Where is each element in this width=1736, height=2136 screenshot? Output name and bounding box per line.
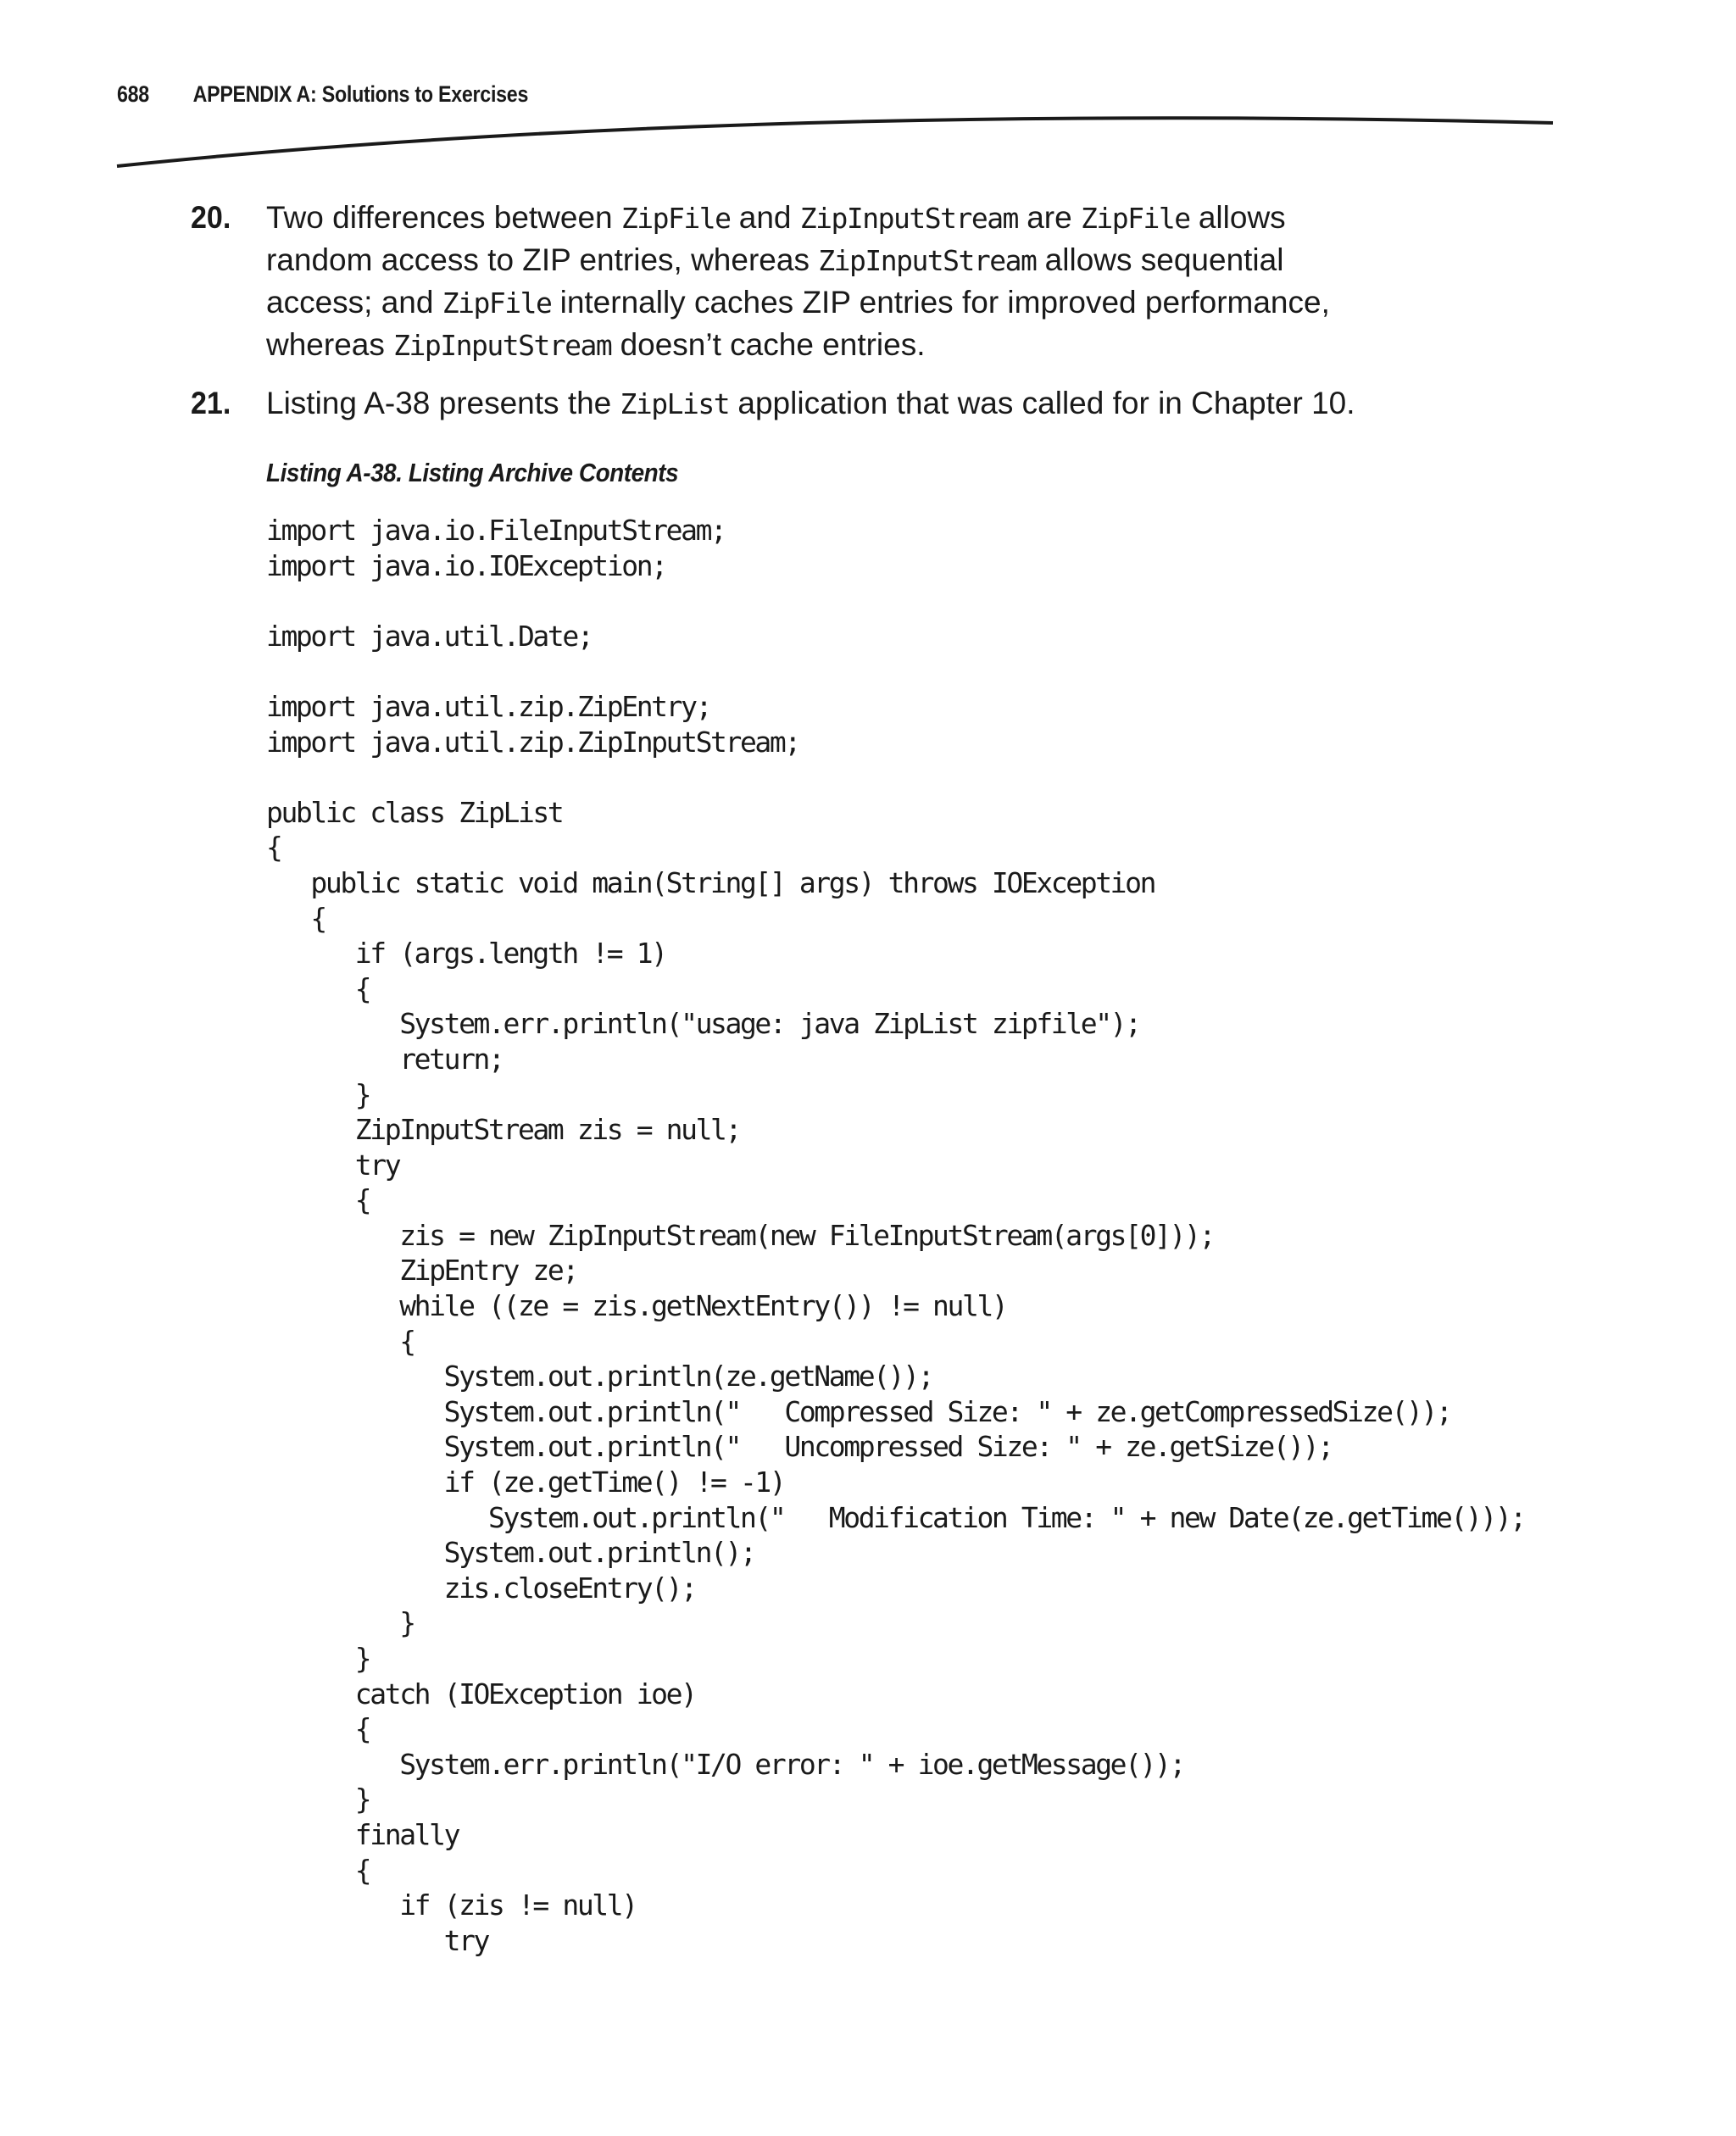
prose-text: Two differences between	[266, 200, 621, 235]
listing-caption: Listing A-38. Listing Archive Contents	[266, 458, 679, 487]
exercise-item-21	[191, 382, 1547, 425]
code-line: finally	[266, 1817, 459, 1851]
code-line: ZipEntry ze;	[266, 1254, 577, 1288]
exercise-item-20	[191, 197, 1547, 366]
text-line	[266, 281, 1572, 324]
header-rule	[0, 0, 1736, 186]
code-line: if (args.length != 1)	[266, 937, 666, 971]
code-line: try	[266, 1148, 400, 1182]
prose-text: doesn’t cache entries.	[611, 327, 926, 362]
prose-text: allows sequential	[1036, 242, 1284, 277]
code-line: {	[266, 971, 370, 1005]
code-line: {	[266, 901, 326, 935]
code-line: {	[266, 831, 281, 865]
code-line: import java.io.FileInputStream;	[266, 514, 726, 547]
code-line: System.out.println(" Modification Time: " + new Date(ze.getTime()));	[266, 1500, 1525, 1534]
code-line: if (zis != null)	[266, 1888, 637, 1922]
code-line: System.out.println(ze.getName());	[266, 1360, 933, 1393]
code-line: {	[266, 1183, 370, 1217]
inline-code: ZipFile	[1080, 202, 1190, 235]
exercise-number: 20.	[191, 200, 231, 235]
code-line: catch (IOException ioe)	[266, 1677, 696, 1710]
code-line: public static void main(String[] args) throws IOException	[266, 865, 1155, 899]
code-line: {	[266, 1712, 370, 1746]
code-line: System.err.println("usage: java ZipList zipfile");	[266, 1007, 1140, 1041]
code-line: import java.util.zip.ZipInputStream;	[266, 725, 799, 759]
inline-code: ZipList	[620, 387, 730, 420]
inline-code: ZipFile	[620, 202, 731, 235]
exercise-number: 21.	[191, 386, 231, 420]
code-line: {	[266, 1324, 415, 1358]
code-line: ZipInputStream zis = null;	[266, 1113, 740, 1147]
prose-text: internally caches ZIP entries for improved performance,	[551, 285, 1330, 320]
code-line: {	[266, 1853, 370, 1887]
prose-text: access; and	[266, 285, 442, 320]
inline-code: ZipInputStream	[393, 329, 612, 362]
inline-code: ZipInputStream	[818, 244, 1037, 277]
code-line: System.out.println(" Compressed Size: " + ze.getCompressedSize());	[266, 1394, 1451, 1428]
code-line: }	[266, 1077, 370, 1111]
text-line	[266, 382, 1572, 425]
code-line: if (ze.getTime() != -1)	[266, 1466, 785, 1499]
code-line: System.out.println(" Uncompressed Size: " + ze.getSize());	[266, 1430, 1333, 1464]
exercise-text	[266, 382, 1572, 425]
code-line: while ((ze = zis.getNextEntry()) != null)	[266, 1289, 1007, 1323]
text-line	[266, 239, 1572, 281]
code-listing	[266, 513, 1525, 1958]
code-line: }	[266, 1783, 370, 1816]
code-line: try	[266, 1923, 489, 1957]
prose-text: Listing A-38 presents the	[266, 386, 620, 420]
prose-text: whereas	[266, 327, 394, 362]
prose-text: application that was called for in Chapter 10.	[729, 386, 1355, 420]
exercise-text	[266, 197, 1572, 366]
prose-text: allows	[1189, 200, 1286, 235]
code-line	[266, 583, 1525, 619]
code-line: System.out.println();	[266, 1536, 755, 1570]
text-line	[266, 324, 1572, 366]
inline-code: ZipInputStream	[799, 202, 1018, 235]
prose-text: random access to ZIP entries, whereas	[266, 242, 819, 277]
code-line: zis = new ZipInputStream(new FileInputStream(args[0]));	[266, 1218, 1214, 1252]
inline-code: ZipFile	[442, 286, 552, 320]
code-line: return;	[266, 1042, 504, 1076]
page-number: 688	[117, 81, 149, 107]
code-line: import java.util.Date;	[266, 619, 593, 653]
running-title: APPENDIX A: Solutions to Exercises	[192, 81, 529, 107]
text-line	[266, 197, 1572, 239]
prose-text: are	[1017, 200, 1081, 235]
prose-text: and	[730, 200, 800, 235]
code-line: import java.io.IOException;	[266, 548, 666, 582]
code-line: import java.util.zip.ZipEntry;	[266, 689, 711, 723]
code-line: }	[266, 1642, 370, 1675]
code-line: }	[266, 1606, 415, 1640]
code-line	[266, 759, 1525, 795]
code-line: public class ZipList	[266, 795, 563, 829]
code-line: zis.closeEntry();	[266, 1571, 696, 1605]
code-line	[266, 654, 1525, 689]
code-line: System.err.println("I/O error: " + ioe.getMessage());	[266, 1747, 1184, 1781]
